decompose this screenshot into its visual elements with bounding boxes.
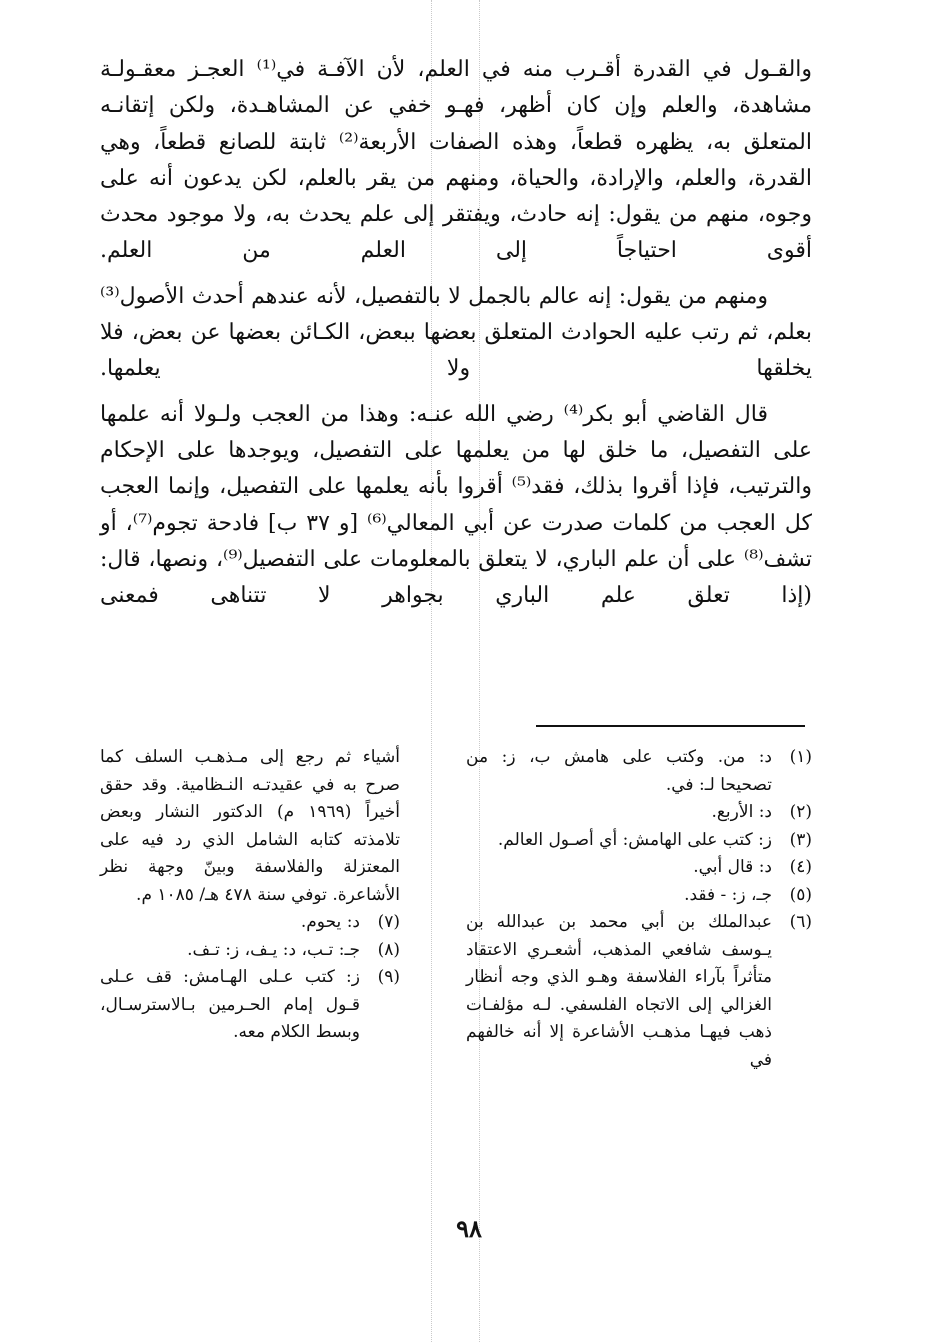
footnote-6-continuation: أشياء ثم رجع إلى مـذهـب السلف كما صرح به في عقيدتـه النـظامية. وقد حقق أخيراً (١٩٦٩ م) الدكتور النشار وبعض تلامذته كتابه الشامل الذي رد فيه على المعتزلة والفلاسفة وبينّ وجهة نظر الأشاعرة. توفي سنة ٤٧٨ هـ/ ١٠٨٥ م.	[100, 747, 400, 905]
footnote-text: ز: كتب على الهامش: أي أصـول العالم.	[497, 829, 772, 850]
footnote-number: (٣)	[789, 829, 812, 850]
footnote-3	[466, 827, 812, 855]
footnote-number: (٩)	[377, 967, 400, 987]
footnote-7	[100, 909, 400, 937]
paragraph-3: قال القاضي أبو بكر⁽⁴⁾ رضي الله عنـه: وهذا من العجب ولـولا أنه علمها على التفصيل، ما خلق لها من يعلمها على التفصيل، ويوجدها على الإحكام والترتيب، فإذا أقروا بذلك، فقد⁽⁵⁾ أقروا بأنه يعلمها على التفصيل، وإنما العجب كل العجب من كلمات صدرت عن أبي المعالي⁽⁶⁾ [و ٣٧ ب] فادحة تجوم⁽⁷⁾، أو تشف⁽⁸⁾ على أن علم الباري، لا يتعلق بالمعلومات على التفصيل⁽⁹⁾، ونصها، قال: (إذا تعلق علم الباري بجواهر لا تتناهى فمعنى	[100, 401, 813, 609]
footnote-5	[466, 882, 812, 910]
footnotes-right-column	[466, 744, 812, 1074]
footnote-2	[466, 799, 812, 827]
footnote-8	[100, 937, 400, 965]
paragraph-2: ومنهم من يقول: إنه عالم بالجمل لا بالتفصيل، لأنه عندهم أحدث الأصول⁽³⁾ بعلم، ثم رتب عليه الحوادث المتعلق بعضها ببعض، الكـائن بعضها عن بعض، فلا يخلقها ولا يعلمها.	[100, 283, 812, 382]
footnotes-left-column	[100, 744, 400, 1047]
footnote-9	[100, 964, 400, 1047]
footnote-text: جـ، ز: - فقد.	[684, 884, 772, 905]
footnote-text: د: يحوم.	[300, 912, 360, 932]
footnote-number: (٨)	[377, 939, 400, 960]
footnote-number: (٦)	[789, 912, 812, 932]
footnote-number: (٢)	[789, 802, 812, 822]
footnote-1	[466, 744, 812, 799]
footnote-number: (١)	[789, 747, 812, 767]
main-text-body	[100, 52, 812, 623]
footnote-text: جـ: تـب، د: يـف، ز: تـف.	[187, 939, 360, 960]
page-number: ٩٨	[456, 1214, 482, 1243]
footnote-number: (٥)	[789, 884, 812, 905]
paragraph-1: والقـول في القدرة أقـرب منه في العلم، لأن الآفـة في⁽¹⁾ العجـز معقـولـة مشاهدة، والعلم وإن كان أظهر، فهـو خفي عن المشاهـدة، ولكن إتقانـه المتعلق به، يظهره قطعاً، وهذه الصفات الأربعة⁽²⁾ ثابتة للصانع قطعاً، وهي القدرة، والعلم، والإرادة، والحياة، ومنهم من يقر بالعلم، لكن يدعون أنه على وجوه، منهم من يقول: إنه حادث، ويفتقر إلى علم يحدث به، ولا موجود محدث أقوى احتياجاً إلى العلم من العلم.	[100, 57, 813, 264]
footnote-number: (٧)	[377, 912, 400, 932]
footnote-6	[466, 909, 812, 1074]
footnote-text: د: قال أبي.	[693, 857, 772, 877]
footnote-4	[466, 854, 812, 882]
footnote-text: ز: كتب عـلى الهـامش: قف عـلى قـول إمام الحـرمين بـالاسترسـال، وبسط الكلام معه.	[100, 967, 360, 1042]
footnote-text: د: الأربع.	[711, 802, 772, 822]
footnote-number: (٤)	[789, 857, 812, 877]
footnote-separator	[536, 725, 805, 727]
footnote-text: عبدالملك بن أبي محمد بن عبدالله بن يـوسف شافعي المذهب، أشعـري الاعتقاد متأثراً بآراء الفلاسفة وهـو الذي وجه أنظار الغزالي إلى الاتجاه الفلسفي. لـه مؤلفـات ذهب فيهـا مذهـب الأشاعرة إلا أنه خالفهم في	[466, 912, 772, 1070]
footnote-text: د: من. وكتب على هامش ب، ز: من تصحيحا لـ: في.	[466, 747, 772, 795]
